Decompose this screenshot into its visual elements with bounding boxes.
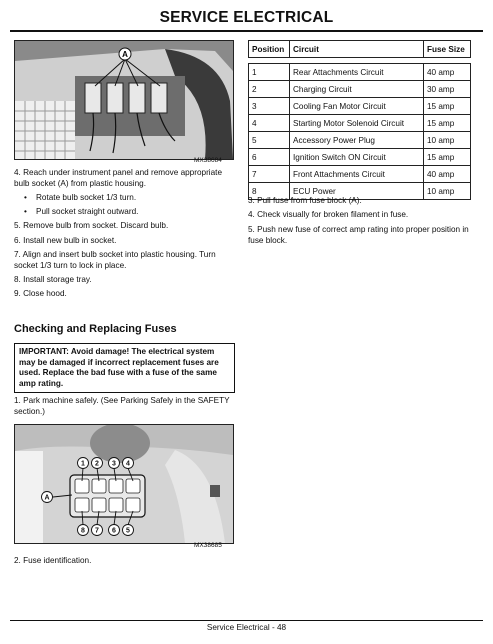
table-row: 2 Charging Circuit 30 amp <box>249 81 471 98</box>
table-row: 4 Starting Motor Solenoid Circuit 15 amp <box>249 115 471 132</box>
table-row: 7 Front Attachments Circuit 40 amp <box>249 166 471 183</box>
step-8-left: 8. Install storage tray. <box>14 275 92 284</box>
table-row: 8 ECU Power 10 amp <box>249 183 471 200</box>
step-5-push-fuse: 5. Push new fuse of correct amp rating into proper position in fuse block. <box>248 225 469 245</box>
col-position: Position <box>249 41 290 58</box>
fuse-block-photo <box>14 424 234 544</box>
fuse-callout-5: 5 <box>126 527 130 535</box>
fuse-callout-3: 3 <box>112 460 116 468</box>
fuse-callout-2: 2 <box>95 460 99 468</box>
table-row: 6 Ignition Switch ON Circuit 15 amp <box>249 149 471 166</box>
step-9-left: 9. Close hood. <box>14 289 67 298</box>
col-fuse-size: Fuse Size <box>424 41 471 58</box>
table-header-row <box>249 41 471 58</box>
bullet-rotate: • Rotate bulb socket 1/3 turn. <box>24 193 137 202</box>
section-heading: Checking and Replacing Fuses <box>14 323 177 335</box>
title-divider <box>10 30 483 32</box>
fuse-callout-4: 4 <box>126 460 130 468</box>
instrument-panel-photo <box>14 40 234 160</box>
step-6-left: 6. Install new bulb in socket. <box>14 236 117 245</box>
step-7-left: 7. Align and insert bulb socket into plastic housing. Turn socket 1/3 turn to lock in place. <box>14 250 216 270</box>
callout-a: A <box>122 50 128 59</box>
table-row: 1 Rear Attachments Circuit 40 amp <box>249 64 471 81</box>
table-row: 3 Cooling Fan Motor Circuit 15 amp <box>249 98 471 115</box>
step-4-check-fuse: 4. Check visually for broken filament in fuse. <box>248 210 409 219</box>
step-1-park: 1. Park machine safely. (See Parking Safely in the SAFETY section.) <box>14 396 230 416</box>
fuse-callout-1: 1 <box>81 460 85 468</box>
important-notice: IMPORTANT: Avoid damage! The electrical system may be damaged if incorrect replacement fuses are used. Replace the bad fuse with a fuse of the same amp rating. <box>14 343 235 393</box>
figure-id-bottom: MX38685 <box>194 542 222 549</box>
col-circuit: Circuit <box>290 41 424 58</box>
fuse-callout-7: 7 <box>95 527 99 535</box>
bullet-pull: • Pull socket straight outward. <box>24 207 139 216</box>
footer-divider <box>10 620 483 621</box>
page-title: SERVICE ELECTRICAL <box>159 9 334 26</box>
fuse-block-callout-a: A <box>44 494 50 502</box>
fuse-table <box>248 40 471 200</box>
figure-id-top: MX38684 <box>194 157 222 164</box>
table-row: 5 Accessory Power Plug 10 amp <box>249 132 471 149</box>
step-3-pull-fuse: 3. Pull fuse from fuse block (A). <box>248 196 362 205</box>
step-2-fuse-identification: 2. Fuse identification. <box>14 556 92 565</box>
footer-page-label: Service Electrical - 48 <box>206 623 287 632</box>
step-5-left: 5. Remove bulb from socket. Discard bulb. <box>14 221 169 230</box>
fuse-callout-8: 8 <box>81 527 85 535</box>
step-4-left: 4. Reach under instrument panel and remove appropriate bulb socket (A) from plastic housing. <box>14 168 222 188</box>
fuse-callout-6: 6 <box>112 527 116 535</box>
